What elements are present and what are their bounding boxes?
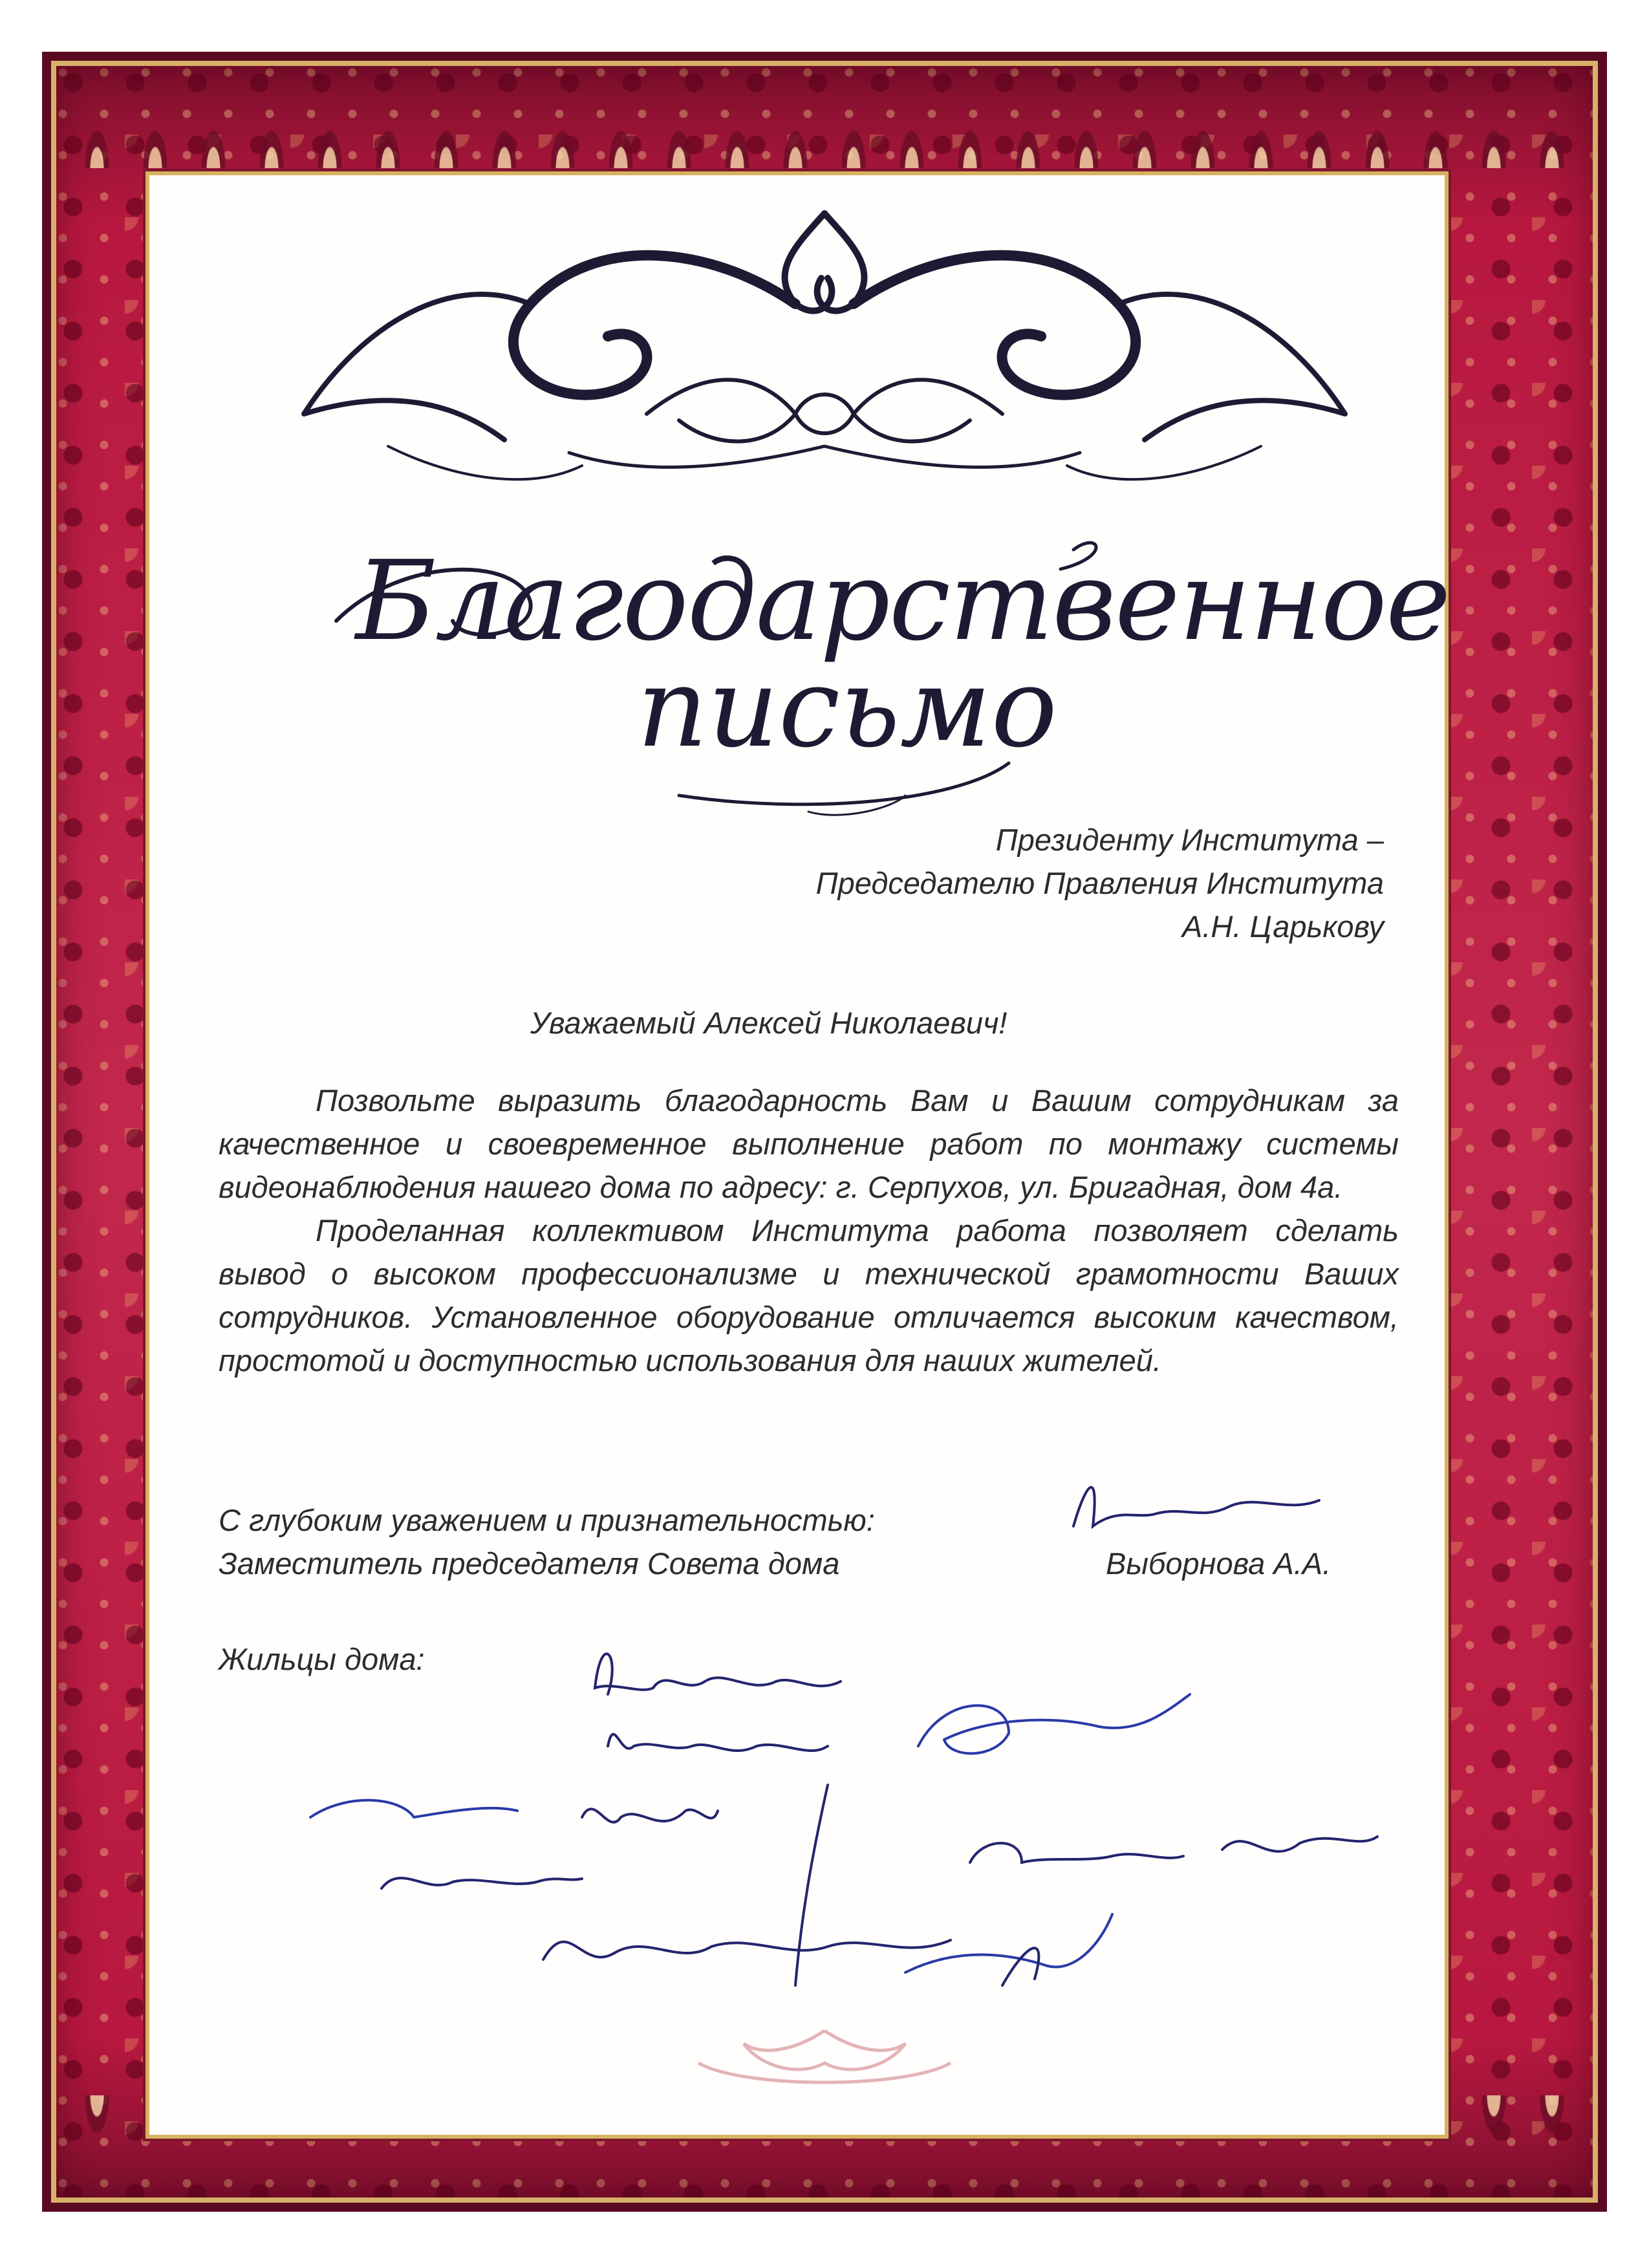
signer-name: Выборнова А.А. xyxy=(1106,1546,1331,1581)
closing-line: С глубоким уважением и признательностью: xyxy=(219,1503,875,1537)
addressee-line-3: А.Н. Царькову xyxy=(1182,909,1384,944)
title-line-2: письмо xyxy=(636,644,1058,772)
letter-body xyxy=(219,1079,1399,1382)
addressee-line-2: Председателю Правления Института xyxy=(815,866,1384,900)
letter-title xyxy=(356,537,1450,772)
salutation: Уважаемый Алексей Николаевич! xyxy=(530,1006,1008,1040)
body-paragraph-1: Позвольте выразить благодарность Вам и Вашим сотрудникам за качественное и своевременное выполнение работ по монтажу системы видеонаблюдения нашего дома по адресу: г. Серпухов, ул. Бригадная, дом 4а. xyxy=(219,1083,1399,1204)
addressee-line-1: Президенту Института – xyxy=(995,823,1384,857)
top-flourish-ornament xyxy=(304,213,1345,479)
title-line-1: Благодарственное xyxy=(356,537,1450,665)
resident-signatures xyxy=(310,1654,1377,1985)
body-paragraph-2: Проделанная коллективом Института работа позволяет сделать вывод о высоком профессионализме и технической грамотности Ваших сотрудников. Установленное оборудование отличается высоким качеством, простотой и доступностью использования для наших жителей. xyxy=(219,1213,1399,1377)
addressee-block xyxy=(816,818,1384,948)
signer-signature xyxy=(1073,1487,1319,1526)
bottom-ornament xyxy=(698,2031,951,2082)
signer-position: Заместитель председателя Совета дома xyxy=(219,1546,840,1581)
residents-label: Жильцы дома: xyxy=(219,1642,425,1676)
